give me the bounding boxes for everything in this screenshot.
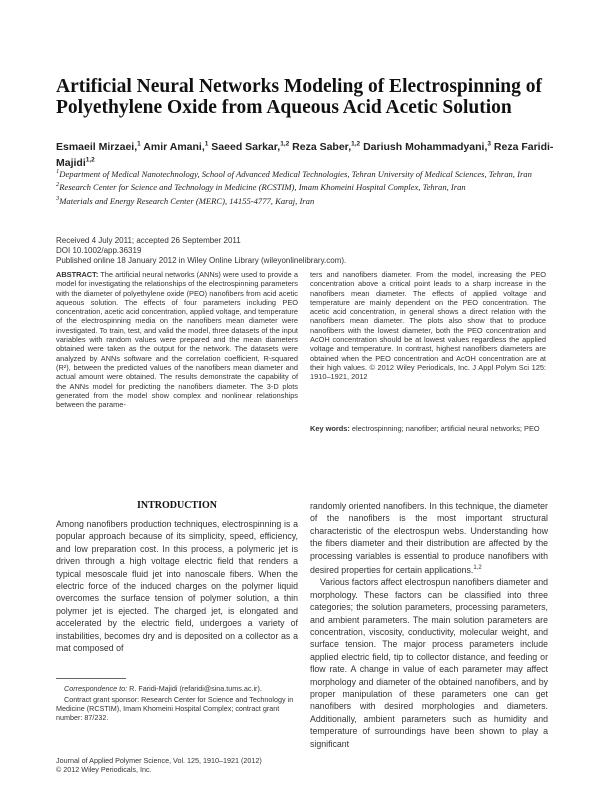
author[interactable]: Dariush Mohammadyani,$^3$ xyxy=(363,140,491,153)
journal-info xyxy=(56,756,298,774)
copyright: © 2012 Wiley Periodicals, Inc. xyxy=(56,765,152,774)
affiliation: $^2$Research Center for Science and Technology in Medicine (RCSTIM), Imam Khomeini Hospital Complex, Tehran, Iran xyxy=(56,181,466,193)
footnotes xyxy=(56,684,298,724)
introduction-column-1 xyxy=(56,518,298,654)
keywords xyxy=(310,424,546,433)
author[interactable]: Amir Amani,$^1$ xyxy=(143,140,209,153)
abstract-text-right: ters and nanofibers diameter. From the model, increasing the PEO concentration above a critical point leads to a sharp increase in the nanofibers mean diameter. The effects of applied voltage and temperature are mainly dependent on the PEO concentration. The acetic acid concentration, in general shows a direct relation with the nanofibers mean diameter. The plots also show that to produce nanofibers with the lowest diameter, both the PEO concentration and AcOH concentration should be at lowest values regardless the applied voltage and temperature. In contrast, highest nanofibers diameters are obtained when the PEO concentration and AcOH concentration are at their high values. © 2012 Wiley Periodicals, Inc. J Appl Polym Sci 125: 1910–1921, 2012 xyxy=(310,270,546,382)
author-list xyxy=(56,137,556,170)
keywords-label: Key words: xyxy=(310,424,350,433)
introduction-paragraph: Various factors affect electrospun nanofibers diameter and morphology. These factors can be classified into three categories; the solution parameters, processing parameters, and ambient parameters. The main solution parameters are concentration, viscosity, conductivity, molecular weight, and surface tension. The major process parameters include applied electric field, tip to collector distance, and feeding or flow rate. A change in value of each parameter may affect morphology and diameter of the obtained nanofibers, and by proper manipulation of these parameters one can get nanofibers with desired morphologies and diameters. Additionally, ambient parameters such as humidity and temperature of surroundings have been shown to play a significant xyxy=(310,577,548,749)
abstract-label: ABSTRACT: xyxy=(56,270,99,279)
abstract-left xyxy=(56,270,298,409)
keywords-text: electrospinning; nanofiber; artificial neural networks; PEO xyxy=(351,424,540,433)
footnote-divider xyxy=(56,678,126,679)
grant-note: Contract grant sponsor: Research Center for Science and Technology in Medicine (RCSTIM), Imam Khomeini Hospital Complex; contract grant number: 87/232. xyxy=(56,695,294,722)
introduction-paragraph: Among nanofibers production techniques, electrospinning is a popular approach because of its simplicity, speed, efficiency, and low preparation cost. In this process, a polymeric jet is driven through a high voltage electric field that renders a typical mesoscale fluid jet into nanoscale fibers. When the electric force of the induced charges on the polymer liquid overcomes the surface tension of polymer solution, a thin polymer jet is ejected. The charged jet, is elongated and accelerated by the electric field, undergoes a variety of instabilities, becomes dry and is deposited on a collector as a mat composed of xyxy=(56,519,298,654)
journal-citation: Journal of Applied Polymer Science, Vol. 125, 1910–1921 (2012) xyxy=(56,756,262,765)
introduction-paragraph: randomly oriented nanofibers. In this technique, the diameter of the nanofibers is the most important structural characteristic of the electrospun webs. Understanding how the fibers diameter and their distribution are affected by the processing variables is essential to produce nanofibers with desired properties for certain applications.$^{1,2}$ xyxy=(310,501,548,575)
abstract-right xyxy=(310,270,546,382)
article-title: Artificial Neural Networks Modeling of Electrospinning of Polyethylene Oxide from Aqueous Acid Acetic Solution xyxy=(56,76,543,118)
affiliations xyxy=(56,167,546,207)
author[interactable]: Saeed Sarkar,$^{1,2}$ xyxy=(211,140,290,153)
introduction-column-2 xyxy=(310,500,548,750)
abstract-text-left: The artificial neural networks (ANNs) were used to provide a model for investigating the relationships of the electrospinning parameters with the diameter of polyethylene oxide (PEO) nanofibers from acid acetic aqueous solution. The effects of four parameters including PEO concentration, acetic acid concentration, applied voltage, and temperature of the electrospinning media on the nanofibers mean diameter were investigated. To train, test, and valid the model, three datasets of the input variables with random values were prepared and the mean diameters obtained were taken as the output for the network. The datasets were analyzed by ANNs software and the correlation coefficient, R-squared (R²), between the predicted values of the nanofibers mean diameter and actual amount were obtained. The results demonstrate the capability of the ANNs model for predicting the nanofibers diameter. The 3-D plots generated from the model show complex and nonlinear relationships between the parame- xyxy=(56,270,298,410)
received-date: Received 4 July 2011; accepted 26 September 2011 xyxy=(56,236,241,245)
author[interactable]: Reza Saber,$^{1,2}$ xyxy=(292,140,361,153)
correspondence-note: Correspondence to: R. Faridi-Majidi (refaridi@sina.tums.ac.ir). xyxy=(64,684,262,693)
published-online: Published online 18 January 2012 in Wiley Online Library (wileyonlinelibrary.com). xyxy=(56,256,347,265)
publication-history xyxy=(56,236,546,266)
doi-link[interactable]: DOI 10.1002/app.36319 xyxy=(56,246,142,255)
author[interactable]: Esmaeil Mirzaei,$^1$ xyxy=(56,140,141,153)
introduction-heading: INTRODUCTION xyxy=(136,500,217,511)
correspondence-email[interactable]: R. Faridi-Majidi (refaridi@sina.tums.ac.ir). xyxy=(129,684,262,693)
affiliation: $^3$Materials and Energy Research Center (MERC), 14155-4777, Karaj, Iran xyxy=(56,194,315,206)
author[interactable]: Reza Faridi-Majidi$^{1,2}$ xyxy=(56,140,554,169)
affiliation: $^1$Department of Medical Nanotechnology, School of Advanced Medical Technologies, Tehran University of Medical Sciences, Tehran, Iran xyxy=(56,168,532,179)
